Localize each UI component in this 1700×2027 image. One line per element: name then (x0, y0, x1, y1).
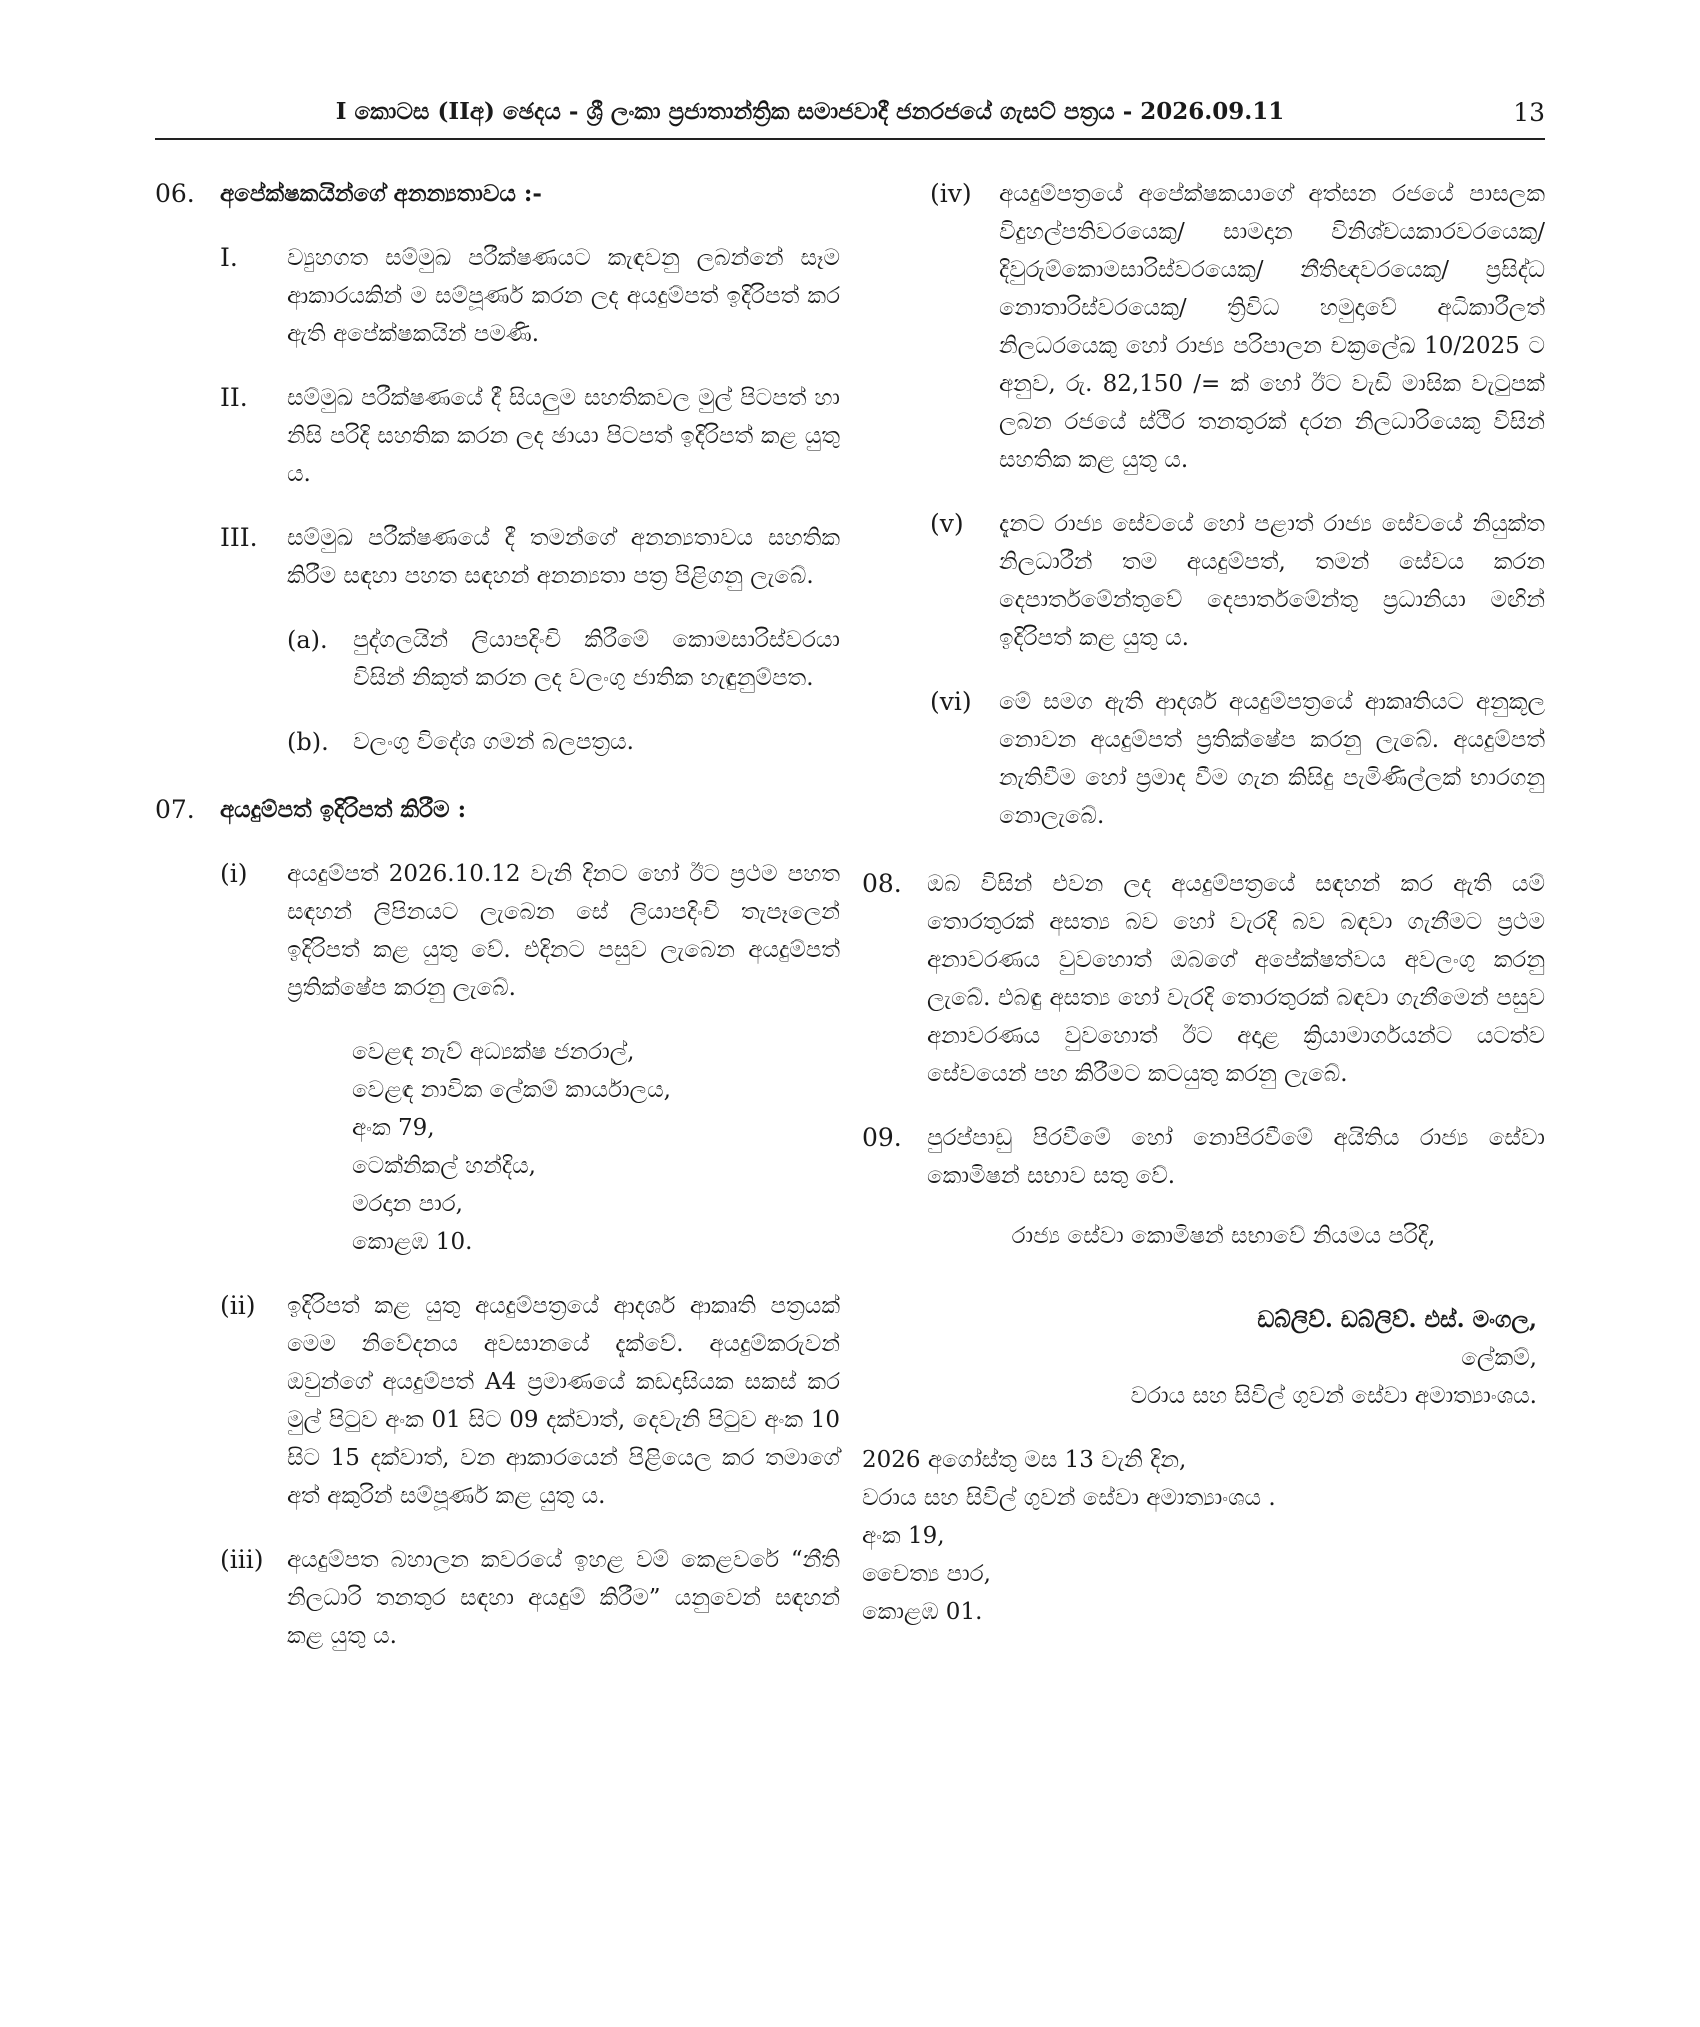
item-marker: (i) (220, 859, 248, 888)
list-item (220, 855, 840, 1007)
item-marker: (vi) (930, 687, 972, 716)
address-line: අංක 79, (352, 1115, 435, 1141)
item-marker: (ii) (220, 1291, 256, 1320)
left-column (155, 175, 840, 1655)
address-line: චෛත්‍ය පාර, (862, 1561, 991, 1587)
list-item (862, 683, 1545, 835)
item-marker: II. (220, 383, 248, 412)
date-address-block (862, 1441, 1545, 1631)
page-number: 13 (1513, 98, 1545, 127)
section-heading: අයදුම්පත් ඉදිරිපත් කිරීම : (220, 796, 467, 823)
list-item (862, 505, 1545, 657)
item-text: අයදුම්පත බහාලන කවරයේ ඉහළ වම් කෙළවරේ “නීති නිලධාරි තනතුර සඳහා අයදුම් කිරීම” යනුවෙන් සඳහන් කළ යුතු ය. (287, 1547, 840, 1649)
signatory-ministry: වරාය සහ සිවිල් ගුවන් සේවා අමාත්‍යාංශය. (1130, 1383, 1537, 1409)
item-marker: (iii) (220, 1545, 264, 1574)
section-07 (155, 791, 840, 829)
item-marker: (v) (930, 509, 964, 538)
page-header (155, 92, 1545, 140)
section-number: 09. (862, 1123, 902, 1152)
address-line: ටෙක්නිකල් හන්දිය, (352, 1153, 536, 1179)
address-line: වෙළඳ නාවික ලේකම් කාර්යාලය, (352, 1077, 671, 1103)
item-text: සම්මුඛ පරීක්ෂණයේ දී තමන්ගේ අනන්‍යතාවය සහතික කිරීම සඳහා පහත සඳහන් අනන්‍යතා පත්‍ර පිළිගනු ලැබේ. (287, 525, 840, 589)
item-marker: III. (220, 523, 258, 552)
sub-item-marker: (b). (287, 728, 329, 756)
section-number: 06. (155, 179, 195, 208)
section-09 (862, 1119, 1545, 1195)
item-marker: (iv) (930, 179, 972, 208)
section-heading: අපේක්ෂකයින්ගේ අනන්‍යතාවය :- (220, 180, 542, 207)
address-line: වෙළඳ නැව් අධ්‍යක්ෂ ජනරාල්, (352, 1039, 635, 1065)
list-item (220, 1541, 840, 1655)
signatory-name: ඩබ්ලිව්. ඩබ්ලිව්. එස්. මංගල, (1257, 1306, 1537, 1333)
date-line: 2026 අගෝස්තු මස 13 වැනි දින, (862, 1447, 1187, 1473)
sub-item (287, 723, 840, 761)
item-text: මේ සමග ඇති ආදර්ශ අයදුම්පත්‍රයේ ආකෘතියට අනුකූල නොවන අයදුම්පත් ප්‍රතික්ෂේප කරනු ලැබේ. අයදුම්පත් නැතිවීම හෝ ප්‍රමාද වීම ගැන කිසිදු පැමිණිල්ලක් භාරගනු නොලැබේ. (999, 689, 1545, 829)
signatory-title: ලේකම්, (1461, 1345, 1537, 1371)
sub-item-text: පුද්ගලයින් ලියාපදිංචි කිරීමේ කොමසාරිස්වරයා විසින් නිකුත් කරන ලද වලංගු ජාතික හැඳුනුම්පත. (353, 627, 840, 691)
list-item (220, 519, 840, 595)
section-number: 07. (155, 795, 195, 824)
closing-line: රාජ්‍ය සේවා කොමිෂන් සභාවේ නියමය පරිදි, (1011, 1223, 1436, 1249)
sub-item (287, 621, 840, 697)
address-line: මරදාන පාර, (352, 1191, 463, 1217)
section-08 (862, 865, 1545, 1093)
section-text: ඔබ විසින් එවන ලද අයදුම්පත්‍රයේ සඳහන් කර ඇති යම් තොරතුරක් අසත්‍ය බව හෝ වැරදි බව බඳවා ගැනීමට ප්‍රථම අනාවරණය වුවහොත් ඔබගේ අපේක්ෂත්වය අවලංගු කරනු ලැබේ. එබඳු අසත්‍ය හෝ වැරදි තොරතුරක් බඳවා ගැනීමෙන් පසුව අනාවරණය වුවහොත් ඊට අදාළ ක්‍රියාමාර්ගයන්ට යටත්ව සේවයෙන් පහ කිරීමට කටයුතු කරනු ලැබේ. (927, 871, 1545, 1087)
list-item (220, 379, 840, 493)
address-line: අංක 19, (862, 1523, 945, 1549)
item-text: දැනට රාජ්‍ය සේවයේ හෝ පළාත් රාජ්‍ය සේවයේ නියුක්ත නිලධාරීන් තම අයදුම්පත්, තමන් සේවය කරන දෙපාර්තමේන්තුවේ දෙපාර්තමේන්තු ප්‍රධානියා මඟින් ඉදිරිපත් කළ යුතු ය. (999, 511, 1545, 651)
list-item (862, 175, 1545, 479)
section-number: 08. (862, 869, 902, 898)
list-item (220, 1287, 840, 1515)
address-line: කොළඹ 10. (352, 1229, 473, 1255)
item-text: ව්‍යුහගත සම්මුඛ පරීක්ෂණයට කැඳවනු ලබන්නේ සෑම ආකාරයකින් ම සම්පූර්ණ කරන ලද අයදුම්පත් ඉදිරිපත් කර ඇති අපේක්ෂකයින් පමණි. (287, 245, 840, 347)
section-text: පුරප්පාඩු පිරවීමේ හෝ නොපිරවීමේ අයිතිය රාජ්‍ය සේවා කොමිෂන් සභාව සතු වේ. (927, 1125, 1545, 1189)
item-text: ඉදිරිපත් කළ යුතු අයදුම්පත්‍රයේ ආදර්ශ ආකෘති පත්‍රයක් මෙම නිවේදනය අවසානයේ දැක්වේ. අයදුම්කරුවන් ඔවුන්ගේ අයදුම්පත් A4 ප්‍රමාණයේ කඩදාසියක සකස් කර මුල් පිටුව අංක 01 සිට 09 දක්වාත්, දෙවැනි පිටුව අංක 10 සිට 15 දක්වාත්, වන ආකාරයෙන් පිළියෙල කර තමාගේ අත් අකුරින් සම්පූර්ණ කළ යුතු ය. (287, 1293, 840, 1509)
section-06 (155, 175, 840, 213)
list-item (220, 239, 840, 353)
item-marker: I. (220, 243, 238, 272)
address-line: වරාය සහ සිවිල් ගුවන් සේවා අමාත්‍යාංශය . (862, 1485, 1276, 1511)
sub-item-marker: (a). (287, 626, 328, 654)
right-column (862, 175, 1545, 1631)
sub-item-text: වලංගු විදේශ ගමන් බලපත්‍රය. (353, 729, 634, 755)
header-title: I කොටස (IIඅ) ඡෙදය - ශ්‍රී ලංකා ප්‍රජාතාන්ත්‍රික සමාජවාදී ජනරජයේ ගැසට් පත්‍රය - 2026.09.11 (335, 98, 1285, 125)
item-text: අයදුම්පත්‍රයේ අපේක්ෂකයාගේ අත්සන රජයේ පාසලක විදුහල්පතිවරයෙකු/ සාමදාන විනිශ්චයකාරවරයෙකු/දිවුරුම්කොමසාරිස්වරයෙකු/ නීතිඥවරයෙකු/ ප්‍රසිද්ධ නොතාරිස්වරයෙකු/ ත්‍රිවිධ හමුදාවේ අධිකාරීලත් නිලධරයෙකු හෝ රාජ්‍ය පරිපාලන චක්‍රලේඛ 10/2025 ට අනුව, රු. 82,150 /= ක් හෝ ඊට වැඩි මාසික වැටුපක් ලබන රජයේ ස්ථිර තනතුරක් දරන නිලධාරියෙකු විසින් සහතික කළ යුතු ය. (999, 181, 1545, 473)
address-block (352, 1033, 840, 1261)
address-line: කොළඹ 01. (862, 1599, 983, 1625)
item-text: අයදුම්පත් 2026.10.12 වැනි දිනට හෝ ඊට ප්‍රථම පහත සඳහන් ලිපිනයට ලැබෙන සේ ලියාපදිංචි තැපෑලෙන් ඉදිරිපත් කළ යුතු වේ. එදිනට පසුව ලැබෙන අයදුම්පත් ප්‍රතික්ෂේප කරනු ලැබේ. (287, 861, 840, 1001)
signature-block (862, 1301, 1545, 1415)
item-text: සම්මුඛ පරීක්ෂණයේ දී සියලුම සහතිකවල මුල් පිටපත් හා නිසි පරිදි සහතික කරන ලද ඡායා පිටපත් ඉදිරිපත් කළ යුතු ය. (287, 385, 840, 487)
